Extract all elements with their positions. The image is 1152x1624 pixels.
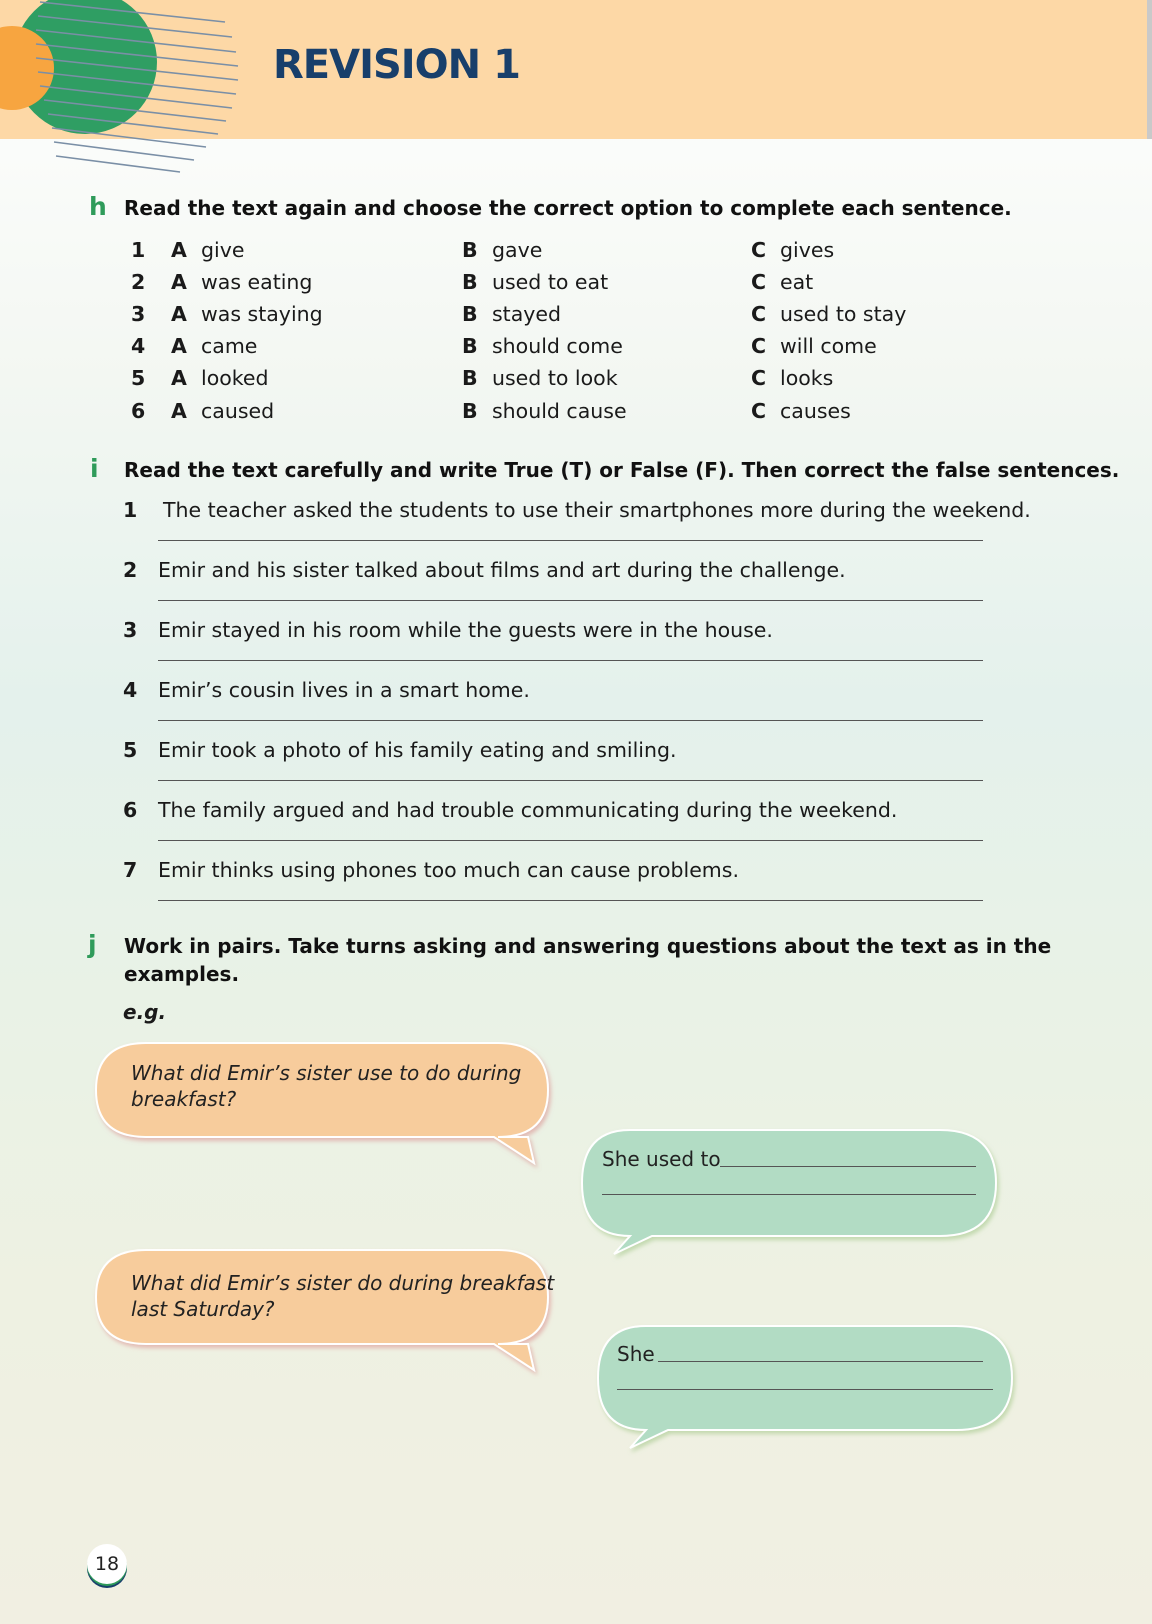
question-2-line2: last Saturday? xyxy=(131,1297,275,1321)
item-text: The family argued and had trouble communicating during the weekend. xyxy=(158,798,898,822)
option-a-label: A xyxy=(171,270,187,294)
option-a-label: A xyxy=(171,399,187,423)
section-j-instruction-line1: Work in pairs. Take turns asking and answering questions about the text as in the xyxy=(124,934,1052,958)
section-h-letter: h xyxy=(89,192,107,221)
option-b-text: gave xyxy=(492,238,543,262)
item-number: 4 xyxy=(123,678,138,702)
section-j-letter: j xyxy=(88,930,97,959)
option-b-label: B xyxy=(462,302,478,326)
section-i-instruction: Read the text carefully and write True (T) or False (F). Then correct the false sentences. xyxy=(124,458,1120,482)
option-a-text: was eating xyxy=(201,270,313,294)
item-number: 1 xyxy=(123,498,138,522)
option-a-label: A xyxy=(171,302,187,326)
answer-1-line-2[interactable] xyxy=(602,1194,976,1195)
item-number: 6 xyxy=(123,798,138,822)
option-number: 4 xyxy=(131,334,146,358)
item-text: Emir took a photo of his family eating and smiling. xyxy=(158,738,677,762)
option-c-label: C xyxy=(751,302,767,326)
item-text: Emir’s cousin lives in a smart home. xyxy=(158,678,530,702)
answer-2-prefix: She xyxy=(617,1342,655,1366)
option-b-label: B xyxy=(462,399,478,423)
item-number: 7 xyxy=(123,858,138,882)
question-1-line2: breakfast? xyxy=(131,1087,237,1111)
option-a-label: A xyxy=(171,334,187,358)
option-a-text: caused xyxy=(201,399,275,423)
option-a-label: A xyxy=(171,366,187,390)
option-b-text: should cause xyxy=(492,399,627,423)
answer-bubble-2 xyxy=(598,1326,1012,1448)
option-c-label: C xyxy=(751,334,767,358)
section-j-instruction-line2: examples. xyxy=(124,962,240,986)
option-b-label: B xyxy=(462,270,478,294)
option-c-text: gives xyxy=(780,238,835,262)
option-a-text: give xyxy=(201,238,245,262)
option-c-text: looks xyxy=(780,366,834,390)
option-b-text: used to eat xyxy=(492,270,609,294)
option-c-label: C xyxy=(751,399,767,423)
option-number: 3 xyxy=(131,302,146,326)
item-number: 5 xyxy=(123,738,138,762)
answer-2-line-2[interactable] xyxy=(617,1389,993,1390)
answer-1-prefix: She used to xyxy=(602,1147,721,1171)
page-title: REVISION 1 xyxy=(273,42,520,88)
question-1-line1: What did Emir’s sister use to do during xyxy=(131,1061,522,1085)
page-number: 18 xyxy=(87,1544,127,1584)
option-b-text: should come xyxy=(492,334,623,358)
option-c-text: will come xyxy=(780,334,877,358)
item-number: 2 xyxy=(123,558,138,582)
example-label: e.g. xyxy=(123,1000,167,1024)
option-c-text: eat xyxy=(780,270,814,294)
option-c-label: C xyxy=(751,270,767,294)
option-a-label: A xyxy=(171,238,187,262)
answer-1-line[interactable] xyxy=(720,1166,976,1167)
option-number: 1 xyxy=(131,238,146,262)
item-number: 3 xyxy=(123,618,138,642)
question-2-line1: What did Emir’s sister do during breakfast xyxy=(131,1271,555,1295)
option-c-text: causes xyxy=(780,399,851,423)
option-b-label: B xyxy=(462,334,478,358)
option-b-text: stayed xyxy=(492,302,562,326)
item-text: Emir and his sister talked about films and art during the challenge. xyxy=(158,558,846,582)
option-b-label: B xyxy=(462,238,478,262)
option-number: 6 xyxy=(131,399,146,423)
option-a-text: came xyxy=(201,334,258,358)
item-text: Emir thinks using phones too much can cause problems. xyxy=(158,858,739,882)
option-number: 5 xyxy=(131,366,146,390)
option-c-text: used to stay xyxy=(780,302,907,326)
item-text: The teacher asked the students to use their smartphones more during the weekend. xyxy=(163,498,1031,522)
section-h-instruction: Read the text again and choose the correct option to complete each sentence. xyxy=(124,196,1012,220)
option-b-label: B xyxy=(462,366,478,390)
option-number: 2 xyxy=(131,270,146,294)
option-c-label: C xyxy=(751,366,767,390)
answer-2-line[interactable] xyxy=(658,1361,983,1362)
option-b-text: used to look xyxy=(492,366,618,390)
option-a-text: looked xyxy=(201,366,269,390)
item-text: Emir stayed in his room while the guests were in the house. xyxy=(158,618,773,642)
option-c-label: C xyxy=(751,238,767,262)
option-a-text: was staying xyxy=(201,302,323,326)
section-i-letter: i xyxy=(90,454,99,483)
